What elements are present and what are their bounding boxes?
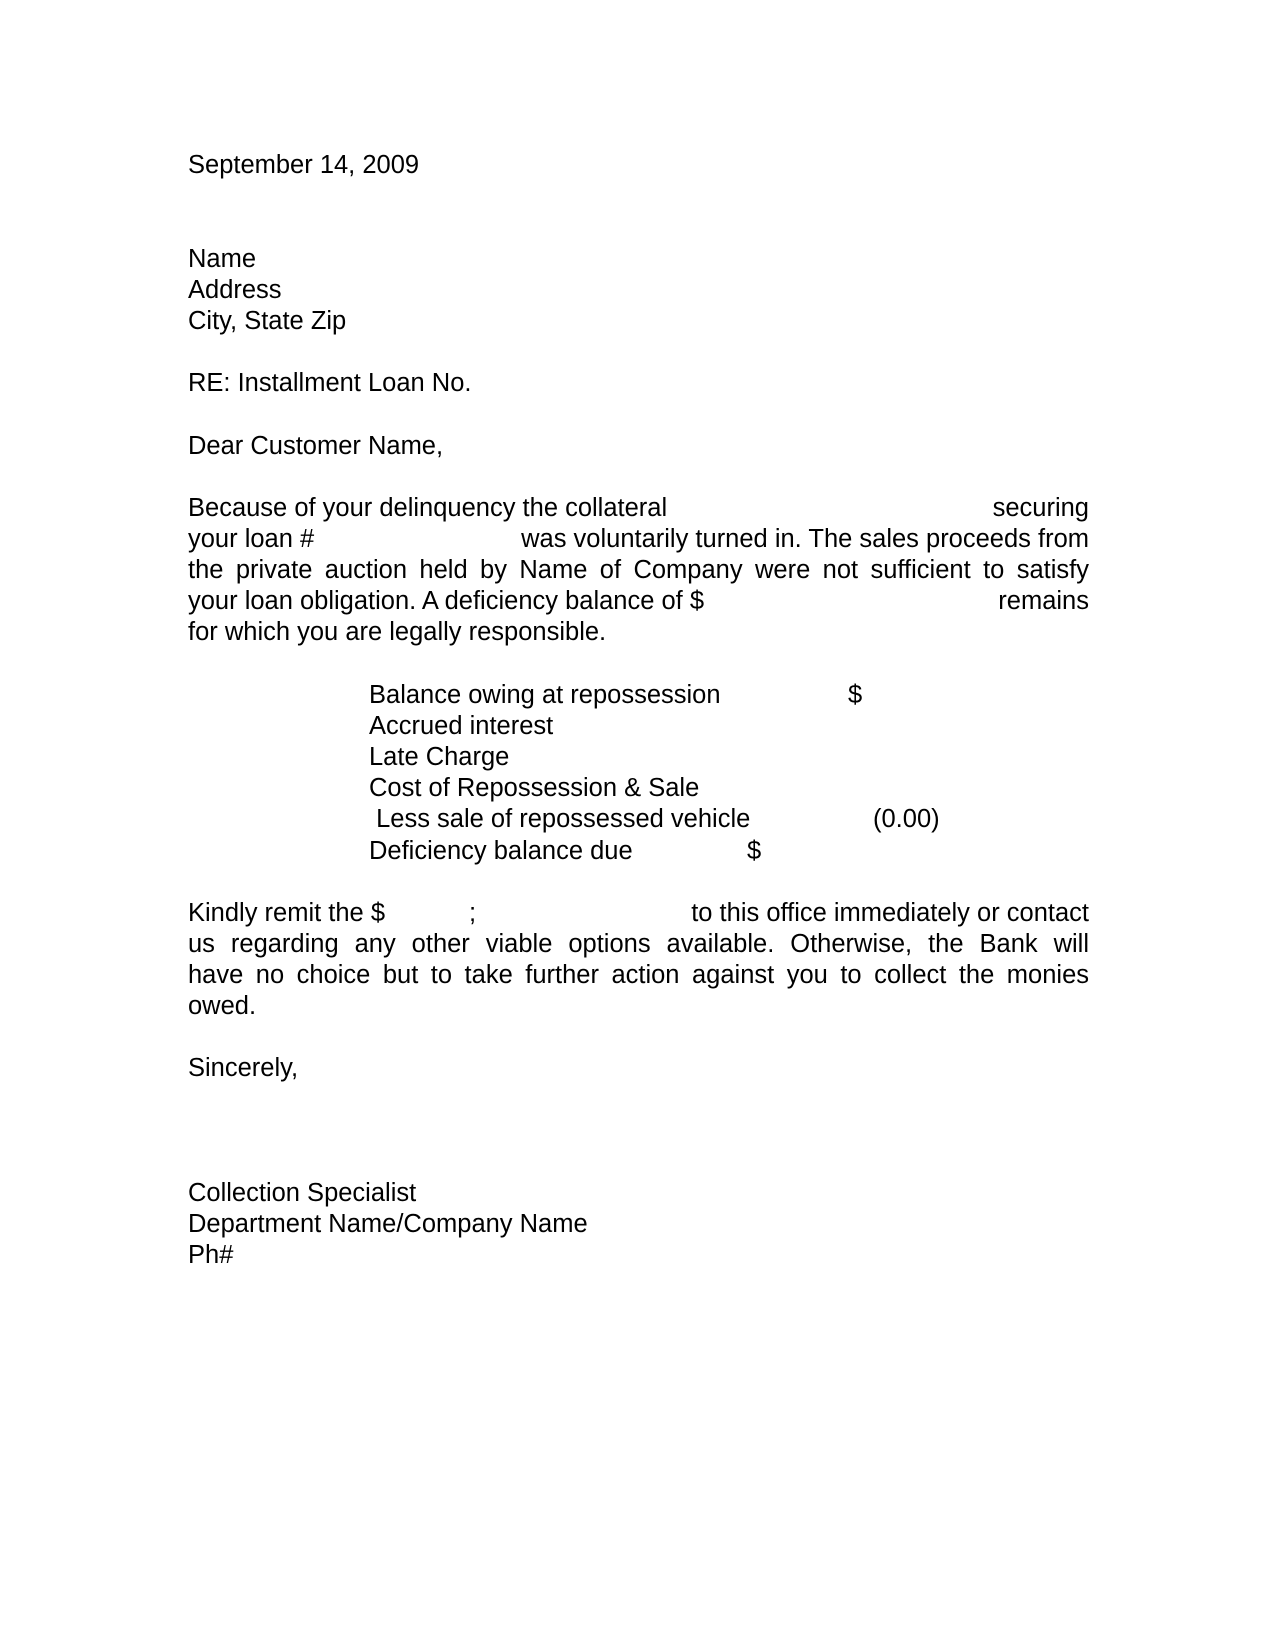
breakdown-value: $ [848, 681, 863, 709]
breakdown-label: Accrued interest [369, 712, 554, 740]
letter-date: September 14, 2009 [188, 151, 420, 179]
breakdown-label: Late Charge [369, 743, 510, 771]
closing: Sincerely, [188, 1054, 299, 1082]
recipient-name: Name [188, 245, 257, 273]
paragraph-line: the private auction held by Name of Company were not sufficient to satisfy [188, 556, 1089, 584]
paragraph-line: have no choice but to take further action against you to collect the monies [188, 961, 1089, 989]
breakdown-label: Less sale of repossessed vehicle [369, 805, 751, 833]
text-run: to this office immediately or contact [691, 899, 1089, 927]
paragraph-line: us regarding any other viable options available. Otherwise, the Bank will [188, 930, 1089, 958]
breakdown-label: Balance owing at repossession [369, 681, 721, 709]
text-run: securing [992, 494, 1089, 522]
text-run: Because of your delinquency the collateral [188, 494, 668, 522]
signature-department: Department Name/Company Name [188, 1210, 588, 1238]
breakdown-value: $ [747, 837, 762, 865]
paragraph-line: for which you are legally responsible. [188, 618, 607, 646]
recipient-address: Address [188, 276, 282, 304]
signature-title: Collection Specialist [188, 1179, 417, 1207]
paragraph-line [188, 586, 1089, 617]
paragraph-line [188, 493, 1089, 524]
text-run: remains [998, 587, 1089, 615]
breakdown-value: (0.00) [873, 805, 940, 833]
text-run: your loan obligation. A deficiency balance of $ [188, 587, 705, 615]
text-run: ; [469, 899, 477, 927]
recipient-city-state-zip: City, State Zip [188, 307, 347, 335]
text-run: was voluntarily turned in. The sales proceeds from [521, 525, 1089, 553]
re-line: RE: Installment Loan No. [188, 369, 472, 397]
breakdown-label: Cost of Repossession & Sale [369, 774, 700, 802]
paragraph-line: owed. [188, 992, 257, 1020]
text-run: your loan # [188, 525, 315, 553]
text-run: Kindly remit the $ [188, 899, 386, 927]
salutation: Dear Customer Name, [188, 432, 444, 460]
signature-phone: Ph# [188, 1241, 234, 1269]
breakdown-label: Deficiency balance due [369, 837, 633, 865]
